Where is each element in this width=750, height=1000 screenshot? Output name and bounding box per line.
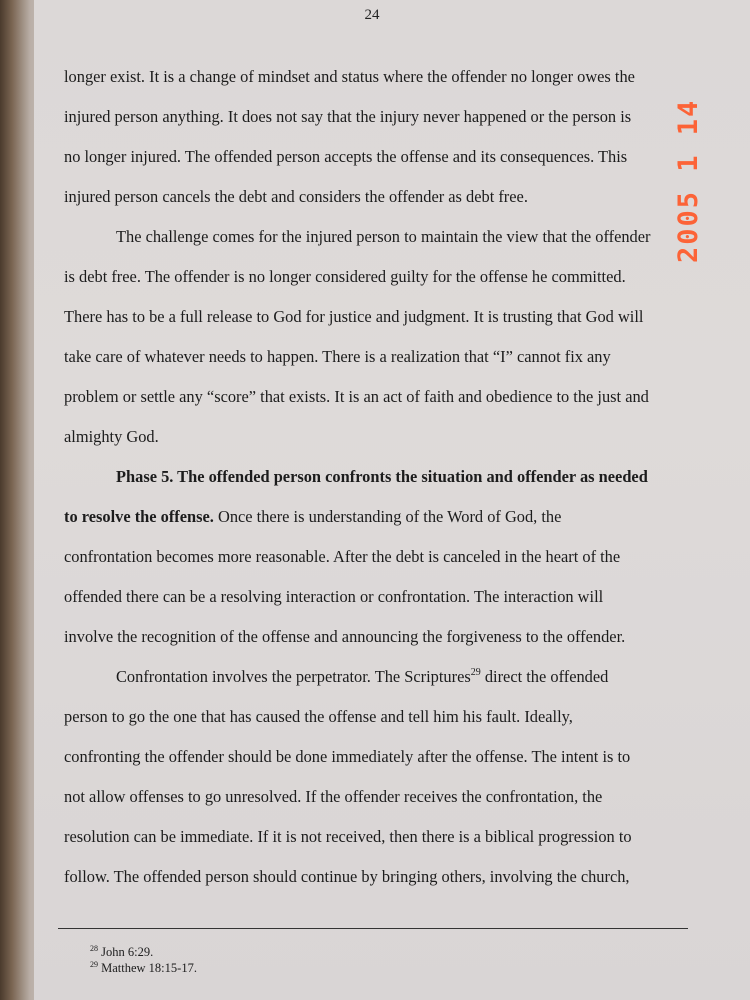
text-line: injured person cancels the debt and considers the offender as debt free. — [64, 187, 528, 206]
footnote-text: John 6:29. — [98, 945, 154, 959]
date-stamp: 2005 1 14 — [673, 98, 704, 264]
footnote-text: Matthew 18:15-17. — [98, 961, 197, 975]
phase5-line-rest: Once there is understanding of the Word of God, the — [213, 507, 562, 526]
footnote-item — [90, 960, 197, 976]
text-line: take care of whatever needs to happen. There is a realization that “I” cannot fix any — [64, 347, 611, 366]
text-line: not allow offenses to go unresolved. If the offender receives the confrontation, the — [64, 787, 603, 806]
text-line: problem or settle any “score” that exists. It is an act of faith and obedience to the just and — [64, 387, 649, 406]
text-line: almighty God. — [64, 427, 159, 446]
text-line: follow. The offended person should continue by bringing others, involving the church, — [64, 867, 630, 886]
footnote-number: 29 — [90, 960, 98, 969]
phase5-heading: Phase 5. The offended person confronts the situation and offender as needed — [116, 467, 648, 486]
confront-pre: Confrontation involves the perpetrator. The Scriptures — [116, 667, 471, 686]
text-line: no longer injured. The offended person accepts the offense and its consequences. This — [64, 147, 628, 166]
body-text — [64, 57, 696, 897]
footnote-divider — [58, 928, 688, 929]
text-line: There has to be a full release to God for justice and judgment. It is trusting that God will — [64, 307, 644, 326]
text-line: confrontation becomes more reasonable. After the debt is canceled in the heart of the — [64, 547, 621, 566]
text-line: offended there can be a resolving interaction or confrontation. The interaction will — [64, 587, 604, 606]
text-line: injured person anything. It does not say that the injury never happened or the person is — [64, 107, 632, 126]
footnotes — [90, 944, 197, 976]
phase5-heading-end: to resolve the offense. — [64, 507, 214, 526]
text-line: person to go the one that has caused the offense and tell him his fault. Ideally, — [64, 707, 573, 726]
footnote-item — [90, 944, 197, 960]
text-line: involve the recognition of the offense and announcing the forgiveness to the offender. — [64, 627, 626, 646]
footnote-ref: 29 — [470, 667, 481, 678]
document-page — [34, 0, 750, 1000]
text-line: The challenge comes for the injured person to maintain the view that the offender — [116, 227, 651, 246]
page-number: 24 — [364, 7, 380, 23]
text-line — [64, 657, 696, 697]
text-line: longer exist. It is a change of mindset and status where the offender no longer owes the — [64, 67, 635, 86]
text-line: confronting the offender should be done immediately after the offense. The intent is to — [64, 747, 631, 766]
text-line — [64, 497, 696, 537]
text-line: is debt free. The offender is no longer considered guilty for the offense he committed. — [64, 267, 626, 286]
confront-post: direct the offended — [480, 667, 609, 686]
footnote-number: 28 — [90, 944, 98, 953]
text-line: resolution can be immediate. If it is not received, then there is a biblical progression to — [64, 827, 632, 846]
